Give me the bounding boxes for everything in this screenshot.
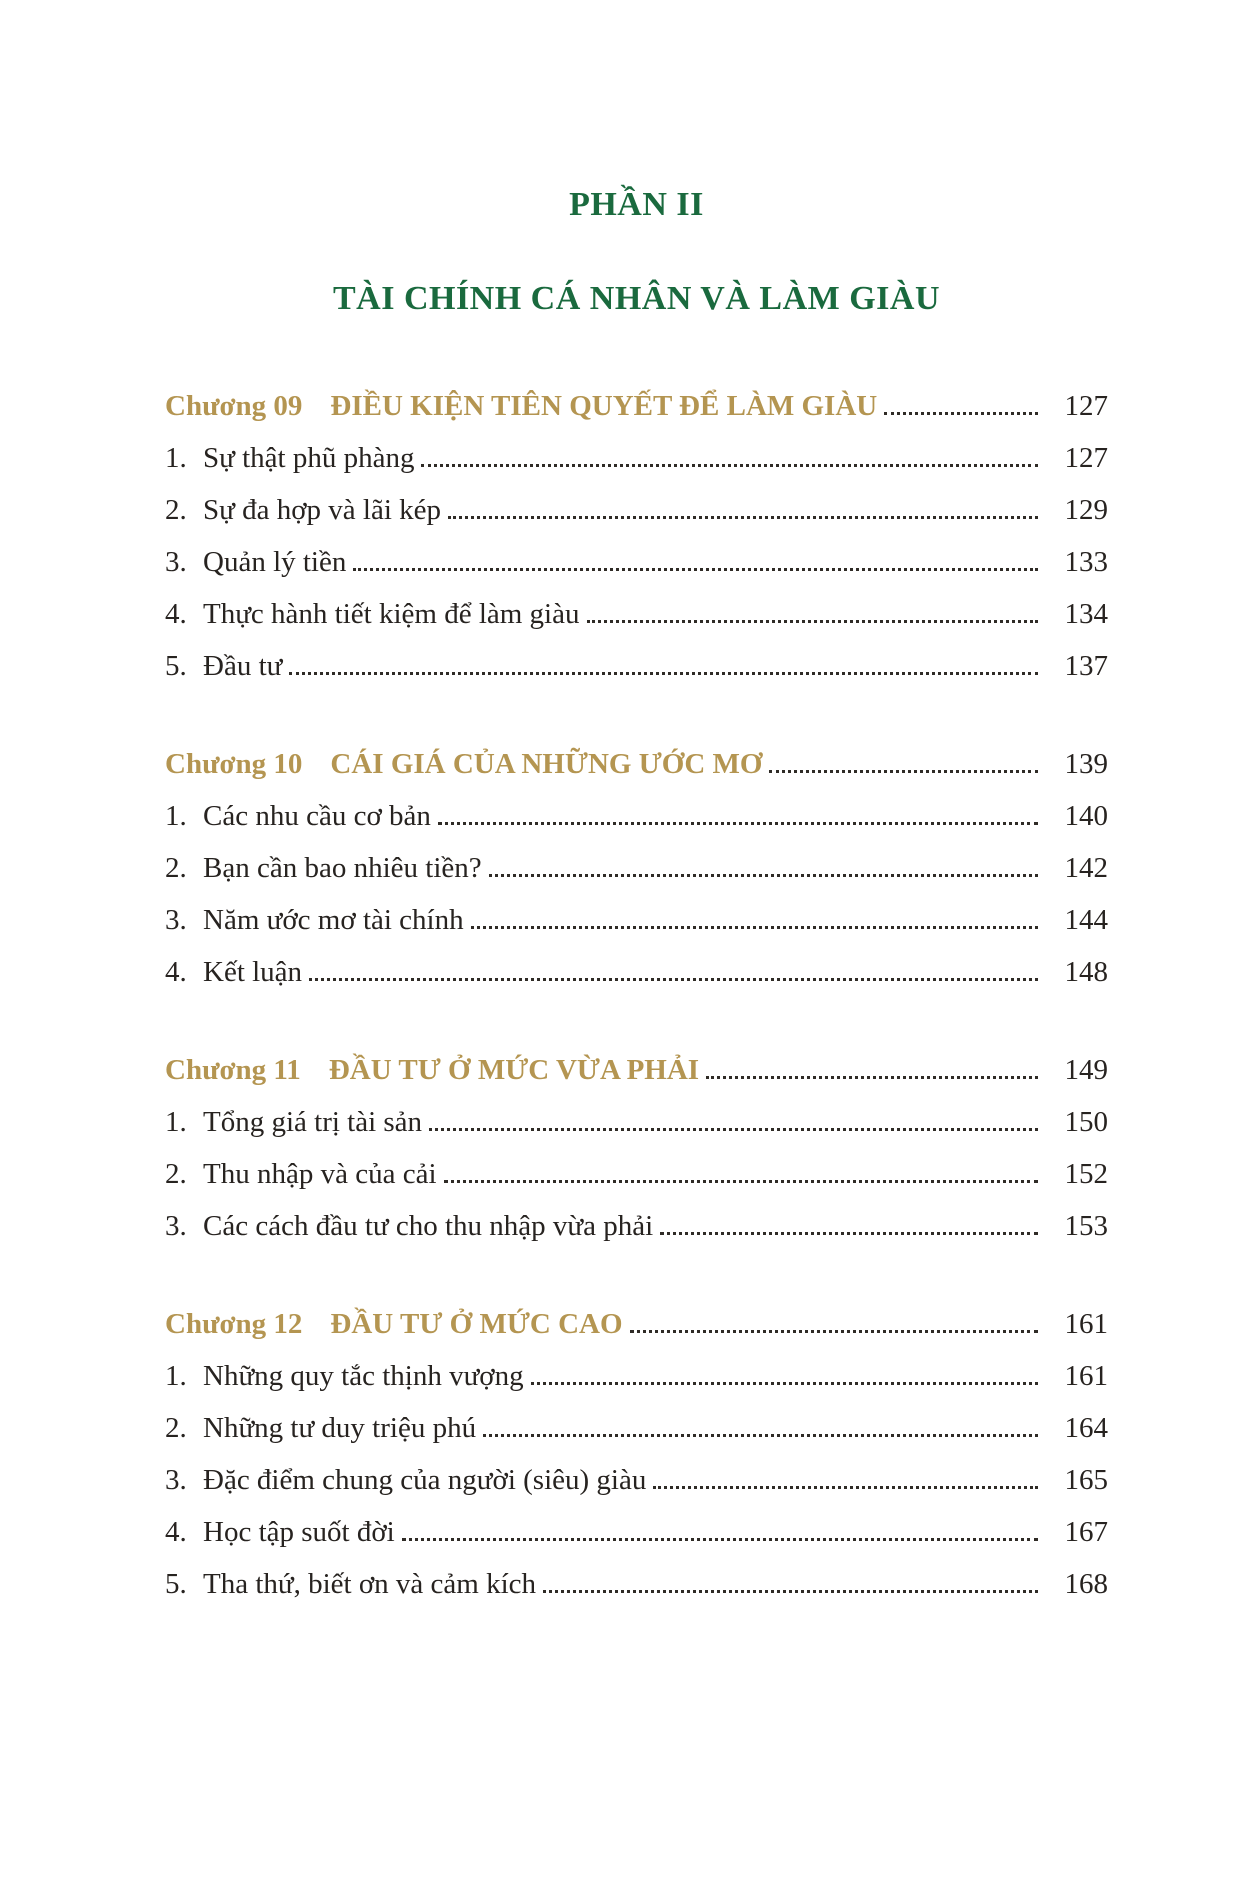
chapter-title: ĐẦU TƯ Ở MỨC CAO	[330, 1308, 623, 1340]
item-title: Đầu tư	[203, 650, 283, 682]
dot-leader	[769, 769, 1038, 773]
item-page-number: 165	[1064, 1464, 1108, 1496]
toc-chapter-row	[165, 380, 1108, 432]
toc-item-row	[165, 1506, 1108, 1558]
item-title: Thu nhập và của cải	[203, 1158, 437, 1190]
item-number: 1.	[165, 442, 187, 474]
dot-leader	[653, 1485, 1038, 1489]
dot-leader	[531, 1381, 1038, 1385]
toc-item-row	[165, 536, 1108, 588]
toc-item-row	[165, 1096, 1108, 1148]
item-title: Các cách đầu tư cho thu nhập vừa phải	[203, 1210, 654, 1242]
item-number: 2.	[165, 852, 187, 884]
toc-chapter-row	[165, 1044, 1108, 1096]
chapter-page-number: 139	[1064, 748, 1108, 780]
chapter-title: ĐIỀU KIỆN TIÊN QUYẾT ĐỂ LÀM GIÀU	[330, 390, 878, 422]
chapter-items	[165, 790, 1108, 998]
item-title: Đặc điểm chung của người (siêu) giàu	[203, 1464, 647, 1496]
toc-item-row	[165, 1454, 1108, 1506]
item-page-number: 153	[1064, 1210, 1108, 1242]
item-number: 3.	[165, 1210, 187, 1242]
chapter-label: Chương 11	[165, 1054, 301, 1086]
toc-item-row	[165, 842, 1108, 894]
chapter-title: CÁI GIÁ CỦA NHỮNG ƯỚC MƠ	[330, 748, 763, 780]
item-title: Học tập suốt đời	[203, 1516, 395, 1548]
dot-leader	[402, 1537, 1038, 1541]
chapter-items	[165, 1350, 1108, 1610]
toc-chapter	[165, 380, 1108, 692]
toc-item-row	[165, 1402, 1108, 1454]
chapter-page-number: 127	[1064, 390, 1108, 422]
item-page-number: 142	[1064, 852, 1108, 884]
item-number: 3.	[165, 1464, 187, 1496]
item-page-number: 164	[1064, 1412, 1108, 1444]
dot-leader	[489, 873, 1038, 877]
toc-chapter-row	[165, 1298, 1108, 1350]
item-page-number: 161	[1064, 1360, 1108, 1392]
dot-leader	[587, 619, 1039, 623]
dot-leader	[448, 515, 1038, 519]
item-number: 1.	[165, 1106, 187, 1138]
toc-item-row	[165, 432, 1108, 484]
dot-leader	[630, 1329, 1038, 1333]
toc-item-row	[165, 640, 1108, 692]
dot-leader	[353, 567, 1038, 571]
item-number: 2.	[165, 1412, 187, 1444]
item-page-number: 168	[1064, 1568, 1108, 1600]
dot-leader	[429, 1127, 1038, 1131]
toc	[165, 380, 1108, 1610]
item-number: 3.	[165, 904, 187, 936]
item-title: Tổng giá trị tài sản	[203, 1106, 423, 1138]
toc-item-row	[165, 894, 1108, 946]
item-number: 1.	[165, 800, 187, 832]
item-title: Năm ước mơ tài chính	[203, 904, 464, 936]
dot-leader	[543, 1589, 1038, 1593]
item-page-number: 134	[1064, 598, 1108, 630]
item-number: 5.	[165, 650, 187, 682]
toc-item-row	[165, 1148, 1108, 1200]
item-number: 4.	[165, 1516, 187, 1548]
toc-item-row	[165, 588, 1108, 640]
chapter-page-number: 149	[1064, 1054, 1108, 1086]
toc-chapter	[165, 1044, 1108, 1252]
item-title: Tha thứ, biết ơn và cảm kích	[203, 1568, 537, 1600]
item-title: Các nhu cầu cơ bản	[203, 800, 431, 832]
item-title: Những quy tắc thịnh vượng	[203, 1360, 524, 1392]
chapter-page-number: 161	[1064, 1308, 1108, 1340]
item-title: Sự đa hợp và lãi kép	[203, 494, 442, 526]
item-page-number: 167	[1064, 1516, 1108, 1548]
item-page-number: 144	[1064, 904, 1108, 936]
item-title: Bạn cần bao nhiêu tiền?	[203, 852, 482, 884]
item-page-number: 137	[1064, 650, 1108, 682]
dot-leader	[471, 925, 1038, 929]
part-number-heading: PHẦN II	[569, 186, 704, 223]
toc-chapter	[165, 738, 1108, 998]
dot-leader	[444, 1179, 1038, 1183]
item-number: 1.	[165, 1360, 187, 1392]
dot-leader	[289, 671, 1038, 675]
item-page-number: 150	[1064, 1106, 1108, 1138]
dot-leader	[438, 821, 1038, 825]
item-title: Quản lý tiền	[203, 546, 347, 578]
toc-chapter-row	[165, 738, 1108, 790]
dot-leader	[660, 1231, 1038, 1235]
dot-leader	[706, 1075, 1038, 1079]
item-number: 4.	[165, 956, 187, 988]
item-page-number: 129	[1064, 494, 1108, 526]
toc-item-row	[165, 1558, 1108, 1610]
item-title: Sự thật phũ phàng	[203, 442, 415, 474]
toc-item-row	[165, 946, 1108, 998]
chapter-label: Chương 12	[165, 1308, 303, 1340]
toc-item-row	[165, 1200, 1108, 1252]
toc-chapter	[165, 1298, 1108, 1610]
chapter-title: ĐẦU TƯ Ở MỨC VỪA PHẢI	[328, 1054, 700, 1086]
dot-leader	[421, 463, 1038, 467]
chapter-items	[165, 432, 1108, 692]
item-number: 3.	[165, 546, 187, 578]
item-page-number: 152	[1064, 1158, 1108, 1190]
item-title: Những tư duy triệu phú	[203, 1412, 477, 1444]
item-number: 2.	[165, 1158, 187, 1190]
chapter-items	[165, 1096, 1108, 1252]
part-title-heading: TÀI CHÍNH CÁ NHÂN VÀ LÀM GIÀU	[332, 280, 940, 317]
item-page-number: 148	[1064, 956, 1108, 988]
item-page-number: 140	[1064, 800, 1108, 832]
chapter-label: Chương 09	[165, 390, 303, 422]
toc-item-row	[165, 484, 1108, 536]
item-number: 5.	[165, 1568, 187, 1600]
item-number: 2.	[165, 494, 187, 526]
dot-leader	[309, 977, 1038, 981]
item-title: Thực hành tiết kiệm để làm giàu	[203, 598, 580, 630]
item-number: 4.	[165, 598, 187, 630]
chapter-label: Chương 10	[165, 748, 303, 780]
toc-item-row	[165, 790, 1108, 842]
dot-leader	[483, 1433, 1038, 1437]
item-page-number: 127	[1064, 442, 1108, 474]
item-page-number: 133	[1064, 546, 1108, 578]
item-title: Kết luận	[203, 956, 303, 988]
dot-leader	[884, 411, 1038, 415]
toc-item-row	[165, 1350, 1108, 1402]
